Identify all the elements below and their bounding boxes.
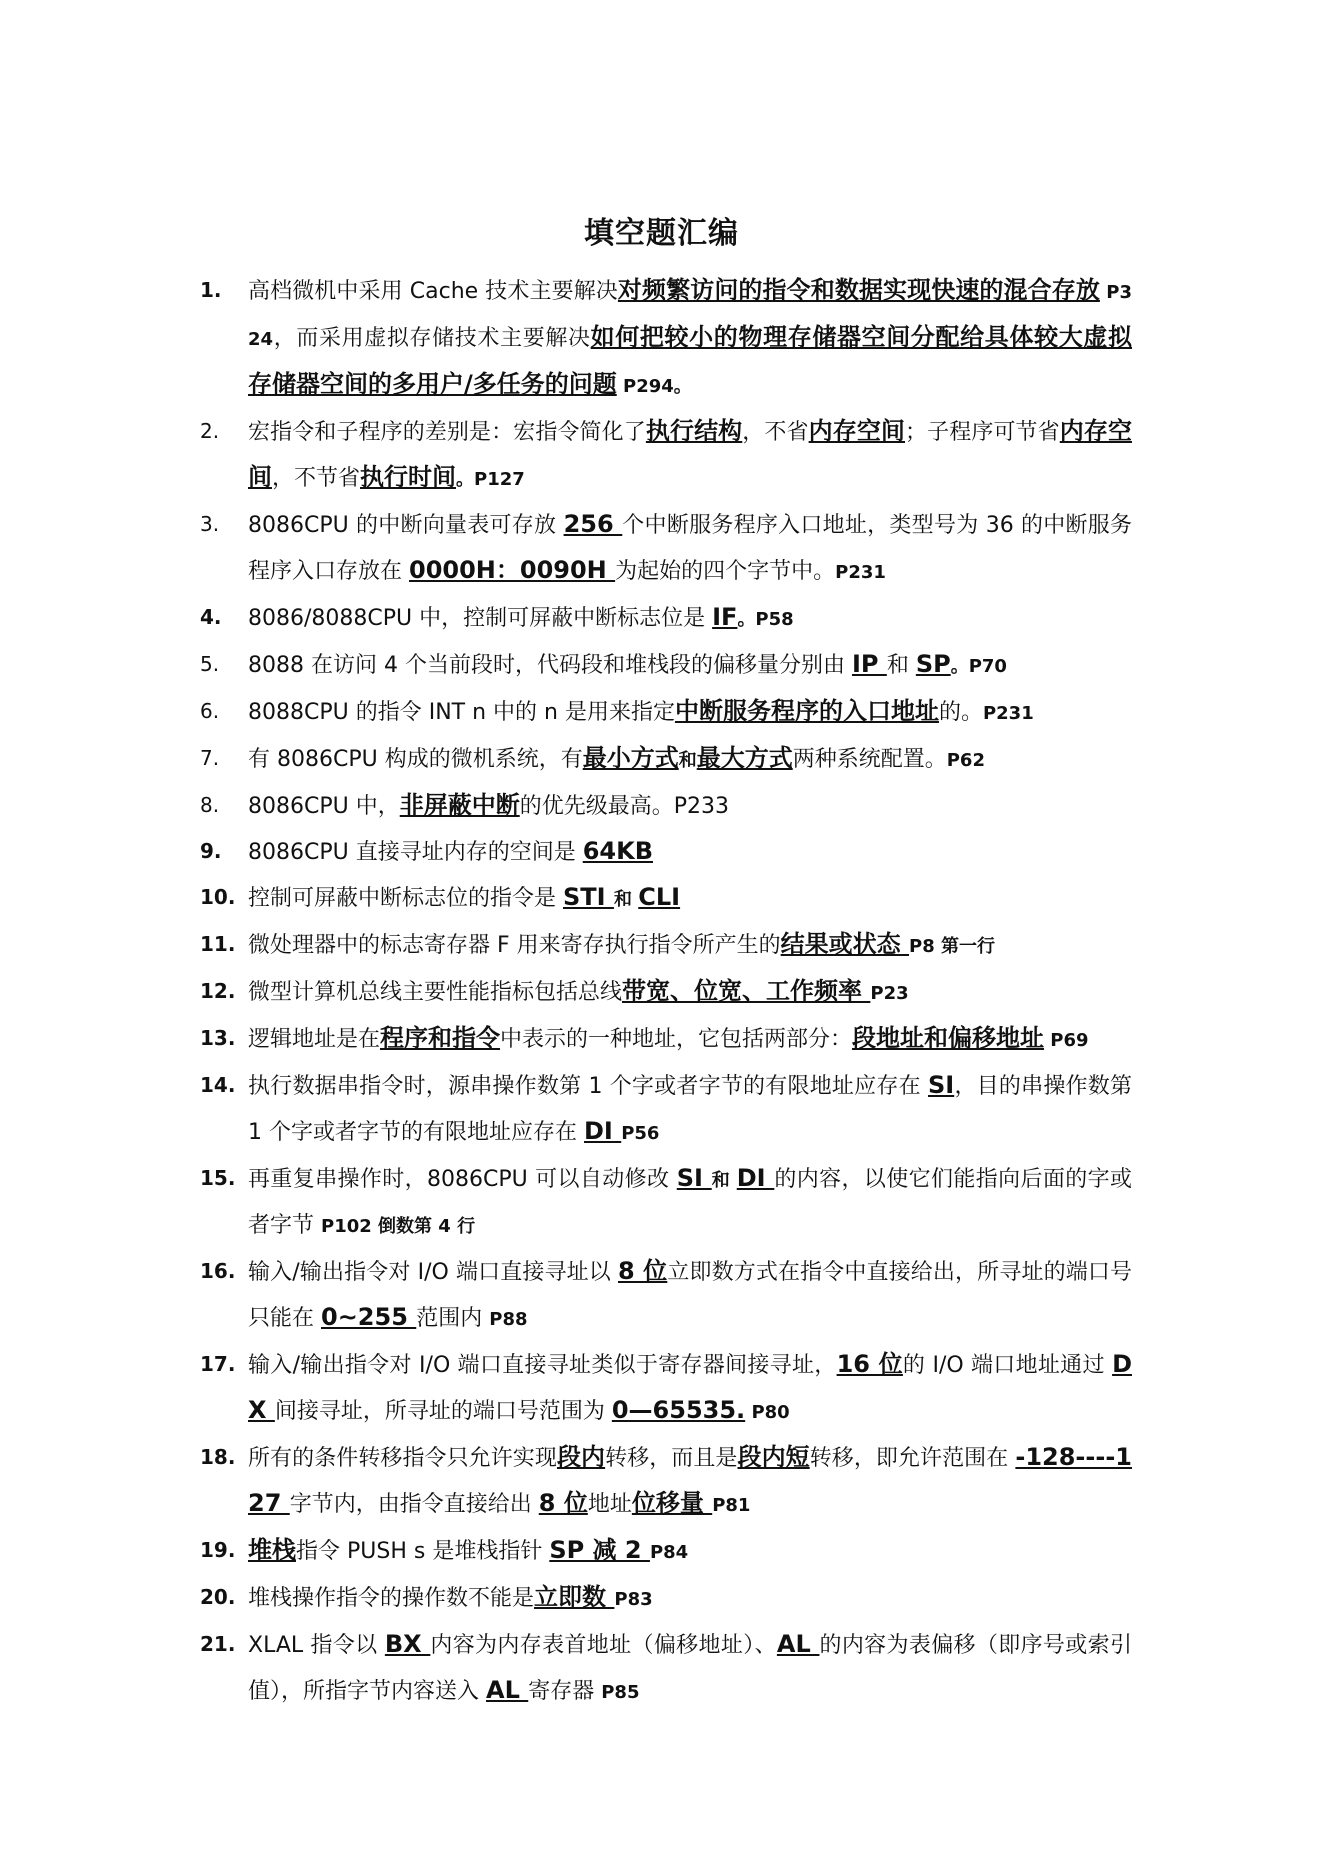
answer-blank: 结果或状态 bbox=[780, 930, 910, 958]
question-number: 18. bbox=[200, 1445, 236, 1469]
question-segment: ，而采用虚拟存储技术主要解决 bbox=[273, 326, 591, 351]
question-segment: 的。 bbox=[938, 700, 983, 725]
page-reference: P324 bbox=[248, 282, 1133, 350]
page-reference: 。P127 bbox=[456, 469, 525, 490]
question-item bbox=[200, 268, 1132, 409]
page-reference: P231 bbox=[835, 562, 886, 583]
question-segment: 转移，即允许范围在 bbox=[809, 1446, 1016, 1471]
question-item bbox=[200, 1156, 1132, 1249]
answer-blank: 带宽、位宽、工作频率 bbox=[622, 977, 871, 1005]
answer-blank: -128----127 bbox=[248, 1443, 1132, 1517]
answer-blank: SI bbox=[928, 1071, 955, 1099]
page-reference: P56 bbox=[621, 1123, 660, 1144]
question-segment: 的优先级最高。P233 bbox=[519, 794, 729, 819]
question-item bbox=[200, 1249, 1132, 1342]
answer-blank: 256 bbox=[563, 510, 623, 538]
question-segment: 宏指令和子程序的差别是：宏指令简化了 bbox=[248, 420, 646, 445]
question-item bbox=[200, 969, 1132, 1016]
answer-blank: 0~255 bbox=[321, 1303, 417, 1331]
question-number: 19. bbox=[200, 1538, 236, 1562]
question-segment: 为起始的四个字节中。 bbox=[615, 559, 836, 584]
answer-blank: 非屏蔽中断 bbox=[399, 791, 520, 819]
question-item bbox=[200, 1016, 1132, 1063]
answer-blank: IP bbox=[851, 650, 887, 678]
answer-blank: 执行时间 bbox=[360, 463, 457, 491]
question-segment: XLAL 指令以 bbox=[248, 1633, 385, 1658]
question-number: 17. bbox=[200, 1352, 236, 1376]
page-reference: P62 bbox=[946, 750, 985, 771]
answer-blank: CLI bbox=[638, 883, 681, 911]
question-number: 21. bbox=[200, 1632, 236, 1656]
question-item bbox=[200, 1575, 1132, 1622]
question-segment: ，不节省 bbox=[272, 466, 361, 491]
page-reference: 和 bbox=[613, 889, 639, 910]
page-reference: P85 bbox=[601, 1682, 640, 1703]
answer-blank: 段地址和偏移地址 bbox=[852, 1024, 1045, 1052]
question-text bbox=[248, 409, 1132, 502]
answer-blank: 0—65535. bbox=[611, 1396, 746, 1424]
answer-blank: DX bbox=[248, 1350, 1132, 1424]
answer-blank: STI bbox=[563, 883, 614, 911]
question-text bbox=[248, 1063, 1132, 1156]
answer-blank: 8 位 bbox=[618, 1257, 668, 1285]
question-item bbox=[200, 642, 1132, 689]
answer-blank: 0000H：0090H bbox=[409, 556, 616, 584]
question-number: 11. bbox=[200, 932, 236, 956]
question-number: 13. bbox=[200, 1026, 236, 1050]
question-segment: 执行数据串指令时，源串操作数第 1 个字或者字节的有限地址应存在 bbox=[248, 1074, 929, 1099]
question-number: 15. bbox=[200, 1166, 236, 1190]
question-text bbox=[248, 736, 1132, 783]
question-segment: 所有的条件转移指令只允许实现 bbox=[248, 1446, 557, 1471]
question-segment: 逻辑地址是在 bbox=[248, 1027, 381, 1052]
question-number: 16. bbox=[200, 1259, 236, 1283]
question-number: 5. bbox=[200, 652, 220, 676]
question-item bbox=[200, 1435, 1132, 1528]
question-item bbox=[200, 922, 1132, 969]
question-segment: 范围内 bbox=[416, 1306, 490, 1331]
question-text bbox=[248, 595, 1132, 642]
question-number: 3. bbox=[200, 512, 220, 536]
question-number: 9. bbox=[200, 839, 222, 863]
question-number: 14. bbox=[200, 1073, 236, 1097]
answer-blank: 对频繁访问的指令和数据实现快速的混合存放 bbox=[617, 276, 1100, 304]
question-text bbox=[248, 1016, 1132, 1063]
answer-blank: 位移量 bbox=[631, 1489, 713, 1517]
question-item bbox=[200, 1063, 1132, 1156]
answer-blank: SP 减 2 bbox=[549, 1536, 650, 1564]
question-number: 12. bbox=[200, 979, 236, 1003]
question-text bbox=[248, 922, 1132, 969]
answer-blank: 程序和指令 bbox=[380, 1024, 501, 1052]
question-segment: 地址 bbox=[587, 1492, 632, 1517]
question-segment: 中表示的一种地址，它包括两部分： bbox=[500, 1027, 853, 1052]
answer-blank: 16 位 bbox=[836, 1350, 903, 1378]
page-reference: P69 bbox=[1044, 1030, 1089, 1051]
question-item bbox=[200, 595, 1132, 642]
question-text bbox=[248, 1435, 1132, 1528]
page-reference: P88 bbox=[489, 1309, 528, 1330]
question-item bbox=[200, 409, 1132, 502]
question-segment: 两种系统配置。 bbox=[792, 747, 947, 772]
question-segment: 8088CPU 的指令 INT n 中的 n 是用来指定 bbox=[248, 700, 675, 725]
question-text bbox=[248, 1249, 1132, 1342]
answer-blank: 堆栈 bbox=[248, 1536, 296, 1564]
question-item bbox=[200, 1342, 1132, 1435]
page-reference: 。P70 bbox=[950, 656, 1007, 677]
question-segment: ，目的串操作数第 1 个字或者字节的有限地址应存在 bbox=[248, 1074, 1132, 1145]
question-segment: ；子程序可节省 bbox=[905, 420, 1060, 445]
question-text bbox=[248, 1622, 1132, 1715]
page-reference: 和 bbox=[711, 1170, 737, 1191]
answer-blank: 内存空间 bbox=[808, 417, 906, 445]
question-segment: 指令 PUSH s 是堆栈指针 bbox=[296, 1539, 550, 1564]
answer-blank: AL bbox=[486, 1676, 529, 1704]
question-number: 2. bbox=[200, 419, 220, 443]
question-item bbox=[200, 502, 1132, 595]
question-item bbox=[200, 689, 1132, 736]
question-item bbox=[200, 875, 1132, 922]
answer-blank: 中断服务程序的入口地址 bbox=[674, 697, 939, 725]
question-text bbox=[248, 502, 1132, 595]
question-segment: 8086CPU 的中断向量表可存放 bbox=[248, 513, 564, 538]
question-segment: ，不省 bbox=[742, 420, 809, 445]
question-segment: 微处理器中的标志寄存器 F 用来寄存执行指令所产生的 bbox=[248, 933, 781, 958]
question-segment: 和 bbox=[886, 653, 916, 678]
question-text bbox=[248, 783, 1132, 829]
question-number: 4. bbox=[200, 605, 222, 629]
question-text bbox=[248, 1528, 1132, 1575]
question-segment: 微型计算机总线主要性能指标包括总线 bbox=[248, 980, 623, 1005]
question-item bbox=[200, 1622, 1132, 1715]
answer-blank: SI bbox=[676, 1164, 712, 1192]
answer-blank: 内存空间 bbox=[248, 417, 1132, 491]
question-item bbox=[200, 783, 1132, 829]
answer-blank: BX bbox=[384, 1630, 431, 1658]
page-title: 填空题汇编 bbox=[584, 216, 739, 251]
question-text bbox=[248, 1156, 1132, 1249]
question-segment: 的内容为表偏移（即序号或索引值），所指字节内容送入 bbox=[248, 1633, 1132, 1704]
page-reference: P83 bbox=[614, 1589, 653, 1610]
question-list bbox=[200, 268, 1132, 1715]
question-segment: 立即数方式在指令中直接给出，所寻址的端口号只能在 bbox=[248, 1260, 1132, 1331]
question-segment: 输入/输出指令对 I/O 端口直接寻址类似于寄存器间接寻址， bbox=[248, 1353, 837, 1378]
question-number: 8. bbox=[200, 793, 220, 817]
page-reference: P80 bbox=[745, 1402, 790, 1423]
answer-blank: AL bbox=[776, 1630, 820, 1658]
answer-blank: IF bbox=[712, 603, 738, 631]
question-text bbox=[248, 268, 1132, 409]
answer-blank: 段内 bbox=[556, 1443, 606, 1471]
question-segment: 8086/8088CPU 中，控制可屏蔽中断标志位是 bbox=[248, 606, 713, 631]
page-reference: P8 第一行 bbox=[909, 936, 995, 957]
question-segment: 个中断服务程序入口地址，类型号为 36 的中断服务程序入口存放在 bbox=[248, 513, 1133, 584]
question-text bbox=[248, 1342, 1132, 1435]
question-segment: 堆栈操作指令的操作数不能是 bbox=[248, 1586, 535, 1611]
question-segment: 8086CPU 中， bbox=[248, 794, 400, 819]
question-segment: 8086CPU 直接寻址内存的空间是 bbox=[248, 840, 583, 865]
question-segment: 寄存器 bbox=[528, 1679, 602, 1704]
answer-blank: 立即数 bbox=[534, 1583, 615, 1611]
question-text bbox=[248, 689, 1132, 736]
question-item bbox=[200, 1528, 1132, 1575]
question-segment: 控制可屏蔽中断标志位的指令是 bbox=[248, 886, 563, 911]
question-segment: 内容为内存表首地址（偏移地址）、 bbox=[430, 1633, 777, 1658]
answer-blank: DI bbox=[736, 1164, 775, 1192]
page-reference: P231 bbox=[982, 703, 1034, 724]
question-segment: 有 8086CPU 构成的微机系统，有 bbox=[248, 747, 583, 772]
question-segment: 间接寻址，所寻址的端口号范围为 bbox=[274, 1399, 612, 1424]
answer-blank: 执行结构 bbox=[645, 417, 743, 445]
page-reference: P294。 bbox=[616, 376, 692, 397]
answer-blank: 64KB bbox=[582, 837, 654, 865]
question-segment: 的 I/O 端口地址通过 bbox=[902, 1353, 1113, 1378]
question-text bbox=[248, 642, 1132, 689]
question-text bbox=[248, 969, 1132, 1016]
question-segment: 的内容，以使它们能指向后面的字或者字节 bbox=[248, 1167, 1132, 1238]
answer-blank: 8 位 bbox=[538, 1489, 588, 1517]
question-text bbox=[248, 1575, 1132, 1622]
answer-blank: 最大方式 bbox=[696, 744, 793, 772]
question-number: 20. bbox=[200, 1585, 236, 1609]
page-reference: P102 倒数第 4 行 bbox=[321, 1216, 476, 1237]
question-number: 7. bbox=[200, 746, 220, 770]
answer-blank: DI bbox=[584, 1117, 622, 1145]
answer-blank: SP bbox=[915, 650, 951, 678]
question-number: 1. bbox=[200, 278, 222, 302]
question-item bbox=[200, 829, 1132, 875]
question-text bbox=[248, 875, 1132, 922]
page-reference: P81 bbox=[712, 1495, 751, 1516]
question-segment: 再重复串操作时，8086CPU 可以自动修改 bbox=[248, 1167, 677, 1192]
question-item bbox=[200, 736, 1132, 783]
answer-blank: 段内短 bbox=[737, 1443, 810, 1471]
question-number: 10. bbox=[200, 885, 236, 909]
answer-blank: 最小方式 bbox=[582, 744, 679, 772]
page-reference: P23 bbox=[870, 983, 909, 1004]
page-reference: 。P58 bbox=[737, 609, 794, 630]
question-segment: 字节内，由指令直接给出 bbox=[289, 1492, 539, 1517]
question-segment: 输入/输出指令对 I/O 端口直接寻址以 bbox=[248, 1260, 618, 1285]
page-reference: 和 bbox=[678, 750, 697, 771]
answer-blank: 如何把较小的物理存储器空间分配给具体较大虚拟存储器空间的多用户/多任务的问题 bbox=[248, 323, 1132, 398]
question-segment: 高档微机中采用 Cache 技术主要解决 bbox=[248, 279, 618, 304]
question-number: 6. bbox=[200, 699, 220, 723]
question-text bbox=[248, 829, 1132, 875]
question-segment: 转移，而且是 bbox=[605, 1446, 738, 1471]
page-reference: P84 bbox=[649, 1542, 689, 1563]
question-segment: 8088 在访问 4 个当前段时，代码段和堆栈段的偏移量分别由 bbox=[248, 653, 852, 678]
